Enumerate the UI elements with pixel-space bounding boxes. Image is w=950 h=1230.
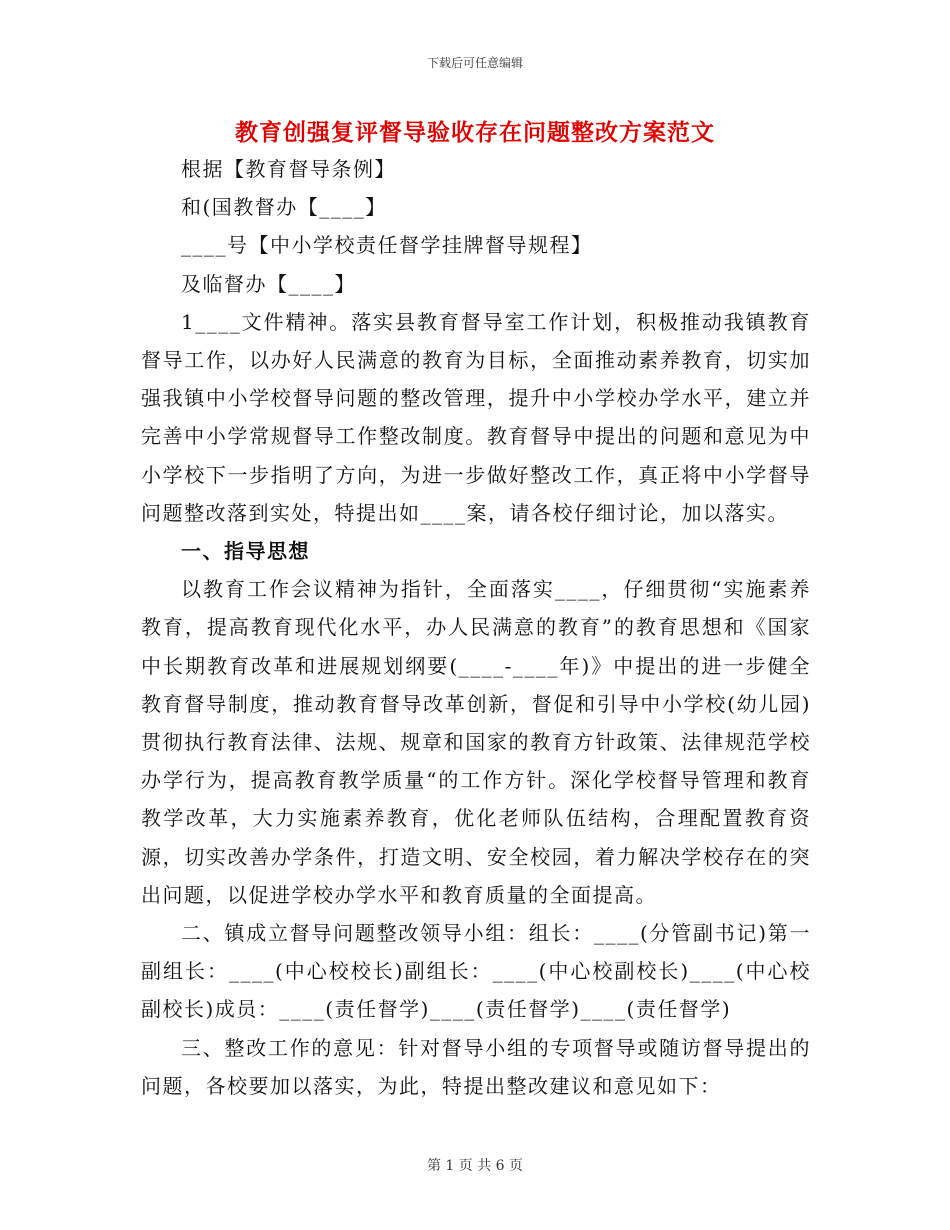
intro-line-3: ____号【中小学校责任督学挂牌督导规程】 (181, 233, 593, 258)
intro-line-4: 及临督办【____】 (181, 271, 356, 296)
page-number: 第 1 页 共 6 页 (426, 1158, 524, 1174)
section-2-paragraph: 二、镇成立督导问题整改领导小组：组长：____(分管副书记)第一副组长：____(中心校校长)副组长：____(中心校副校长)____(中心校副校长)成员：____(责任督学)____(责任督学)____(责任督学) (141, 921, 811, 1022)
intro-line-2: 和(国教督办【____】 (181, 195, 387, 220)
page-header-note: 下载后可任意编辑 (426, 56, 523, 70)
section-1-body: 以教育工作会议精神为指针，全面落实____，仔细贯彻“实施素养教育，提高教育现代化水平，办人民满意的教育”的教育思想和《国家中长期教育改革和进展规划纲要(____-____年)》中提出的进一步健全教育督导制度，推动教育督导改革创新，督促和引导中小学校(幼儿园)贯彻执行教育法律、法规、规章和国家的教育方针政策、法律规范学校办学行为，提高教育教学质量“的工作方针。深化学校督导管理和教育教学改革，大力实施素养教育，优化老师队伍结构，合理配置教育资源，切实改善办学条件，打造文明、安全校园，着力解决学校存在的突出问题，以促进学校办学水平和教育质量的全面提高。 (141, 577, 811, 907)
document-body (141, 150, 811, 1105)
intro-paragraph: 1____文件精神。落实县教育督导室工作计划，积极推动我镇教育督导工作，以办好人民满意的教育为目标，全面推动素养教育，切实加强我镇中小学校督导问题的整改管理，提升中小学校办学水平，建立并完善中小学常规督导工作整改制度。教育督导中提出的问题和意见为中小学校下一步指明了方向，为进一步做好整改工作，真正将中小学督导问题整改落到实处，特提出如____案，请各校仔细讨论，加以落实。 (141, 309, 811, 525)
section-1-heading: 一、指导思想 (181, 539, 310, 564)
intro-line-1: 根据【教育督导条例】 (181, 157, 396, 181)
document-title: 教育创强复评督导验收存在问题整改方案范文 (235, 119, 715, 146)
section-3-paragraph: 三、整改工作的意见：针对督导小组的专项督导或随访督导提出的问题，各校要加以落实，为此，特提出整改建议和意见如下： (141, 1035, 811, 1098)
